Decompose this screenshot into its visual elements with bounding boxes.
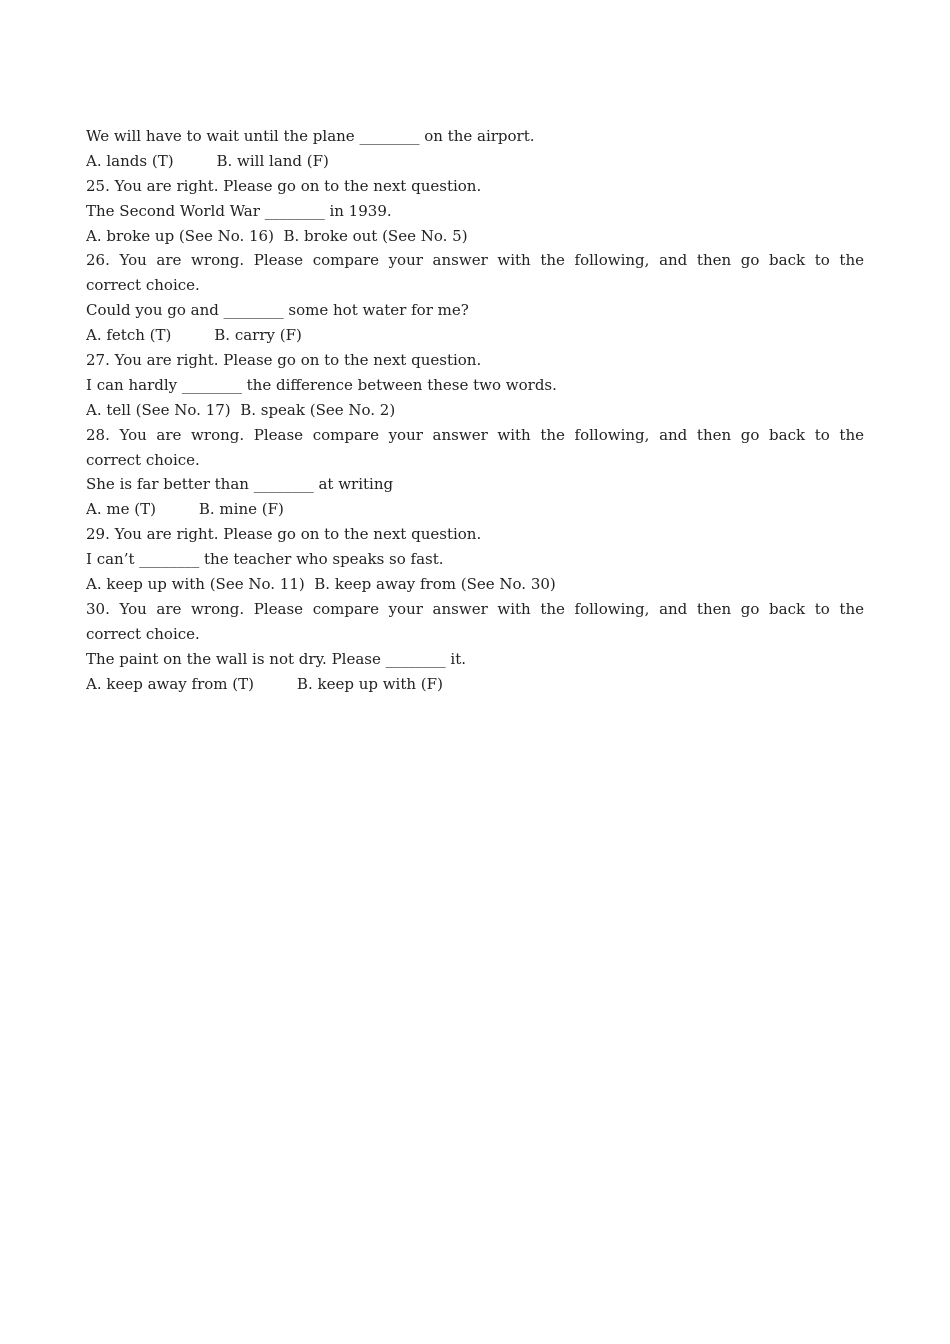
answer-options: A. me (T) B. mine (F) xyxy=(86,500,284,519)
feedback-wrong-line-1: 26. You are wrong. Please compare your answer with the following, and then go back to the xyxy=(86,251,864,270)
feedback-wrong xyxy=(86,248,864,298)
question-line: I can’t ________ the teacher who speaks so fast. xyxy=(86,550,444,569)
answer-options: A. fetch (T) B. carry (F) xyxy=(86,326,302,345)
feedback-wrong-line-1: 28. You are wrong. Please compare your answer with the following, and then go back to the xyxy=(86,425,864,444)
question-line: Could you go and ________ some hot water for me? xyxy=(86,301,469,320)
answer-options: A. lands (T) B. will land (F) xyxy=(86,151,329,170)
answer-options: A. keep away from (T) B. keep up with (F) xyxy=(86,674,443,693)
feedback-right: 29. You are right. Please go on to the next question. xyxy=(86,525,482,544)
document-page xyxy=(86,124,864,696)
feedback-wrong xyxy=(86,597,864,647)
answer-options: A. keep up with (See No. 11) B. keep away from (See No. 30) xyxy=(86,575,556,594)
feedback-right: 27. You are right. Please go on to the next question. xyxy=(86,351,482,370)
question-line: She is far better than ________ at writing xyxy=(86,475,394,494)
question-line: The Second World War ________ in 1939. xyxy=(86,201,392,220)
feedback-right: 25. You are right. Please go on to the next question. xyxy=(86,176,482,195)
question-line: I can hardly ________ the difference between these two words. xyxy=(86,375,557,394)
answer-options: A. broke up (See No. 16) B. broke out (See No. 5) xyxy=(86,226,468,245)
feedback-wrong-line-1: 30. You are wrong. Please compare your answer with the following, and then go back to the xyxy=(86,599,864,618)
question-line: The paint on the wall is not dry. Please ________ it. xyxy=(86,649,467,668)
feedback-wrong-line-2: correct choice. xyxy=(86,624,200,643)
question-line: We will have to wait until the plane ________ on the airport. xyxy=(86,127,535,145)
answer-options: A. tell (See No. 17) B. speak (See No. 2) xyxy=(86,400,396,419)
feedback-wrong-line-2: correct choice. xyxy=(86,276,200,295)
feedback-wrong-line-2: correct choice. xyxy=(86,450,200,469)
feedback-wrong xyxy=(86,423,864,473)
